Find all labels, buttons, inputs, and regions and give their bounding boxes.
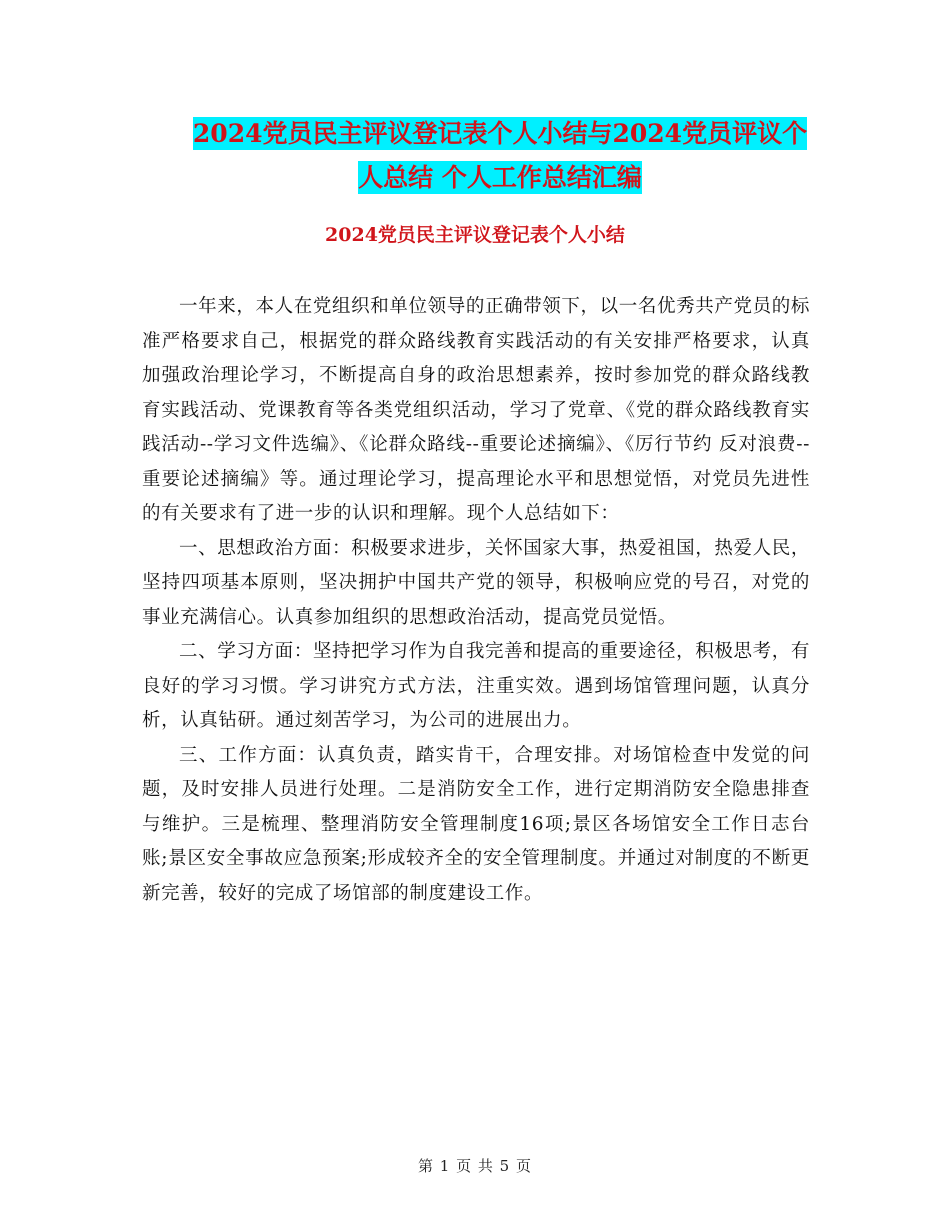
page-number: 第 1 页 共 5 页 (418, 1157, 532, 1175)
document-body (142, 290, 810, 911)
paragraph-study: 二、学习方面：坚持把学习作为自我完善和提高的重要途径，积极思考，有良好的学习习惯。学习讲究方式方法，注重实效。遇到场馆管理问题，认真分析，认真钻研。通过刻苦学习，为公司的进展出力。 (142, 641, 810, 731)
paragraph-political: 一、思想政治方面：积极要求进步，关怀国家大事，热爱祖国，热爱人民，坚持四项基本原则，坚决拥护中国共产党的领导，积极响应党的号召，对党的事业充满信心。认真参加组织的思想政治活动，提高党员觉悟。 (142, 537, 810, 628)
document-title-line-2: 人总结 个人工作总结汇编 (358, 163, 642, 192)
paragraph-intro: 一年来，本人在党组织和单位领导的正确带领下，以一名优秀共产党员的标准严格要求自己，根据党的群众路线教育实践活动的有关安排严格要求，认真加强政治理论学习，不断提高自身的政治思想素养，按时参加党的群众路线教育实践活动、党课教育等各类党组织活动，学习了党章、《党的群众路线教育实践活动--学习文件选编》、《论群众路线--重要论述摘编》、《厉行节约 反对浪费--重要论述摘编》等。通过理论学习，提高理论水平和思想觉悟，对党员先进性的有关要求有了进一步的认识和理解。现个人总结如下： (142, 296, 810, 524)
paragraph-work: 三、工作方面：认真负责，踏实肯干，合理安排。对场馆检查中发觉的问题，及时安排人员进行处理。二是消防安全工作，进行定期消防安全隐患排查与维护。三是梳理、整理消防安全管理制度16项;景区各场馆安全工作日志台账;景区安全事故应急预案;形成较齐全的安全管理制度。并通过对制度的不断更新完善，较好的完成了场馆部的制度建设工作。 (142, 744, 810, 904)
document-title-line-1: 2024党员民主评议登记表个人小结与2024党员评议个 (192, 119, 808, 148)
section-title: 2024党员民主评议登记表个人小结 (325, 224, 625, 246)
document-title (140, 112, 860, 200)
